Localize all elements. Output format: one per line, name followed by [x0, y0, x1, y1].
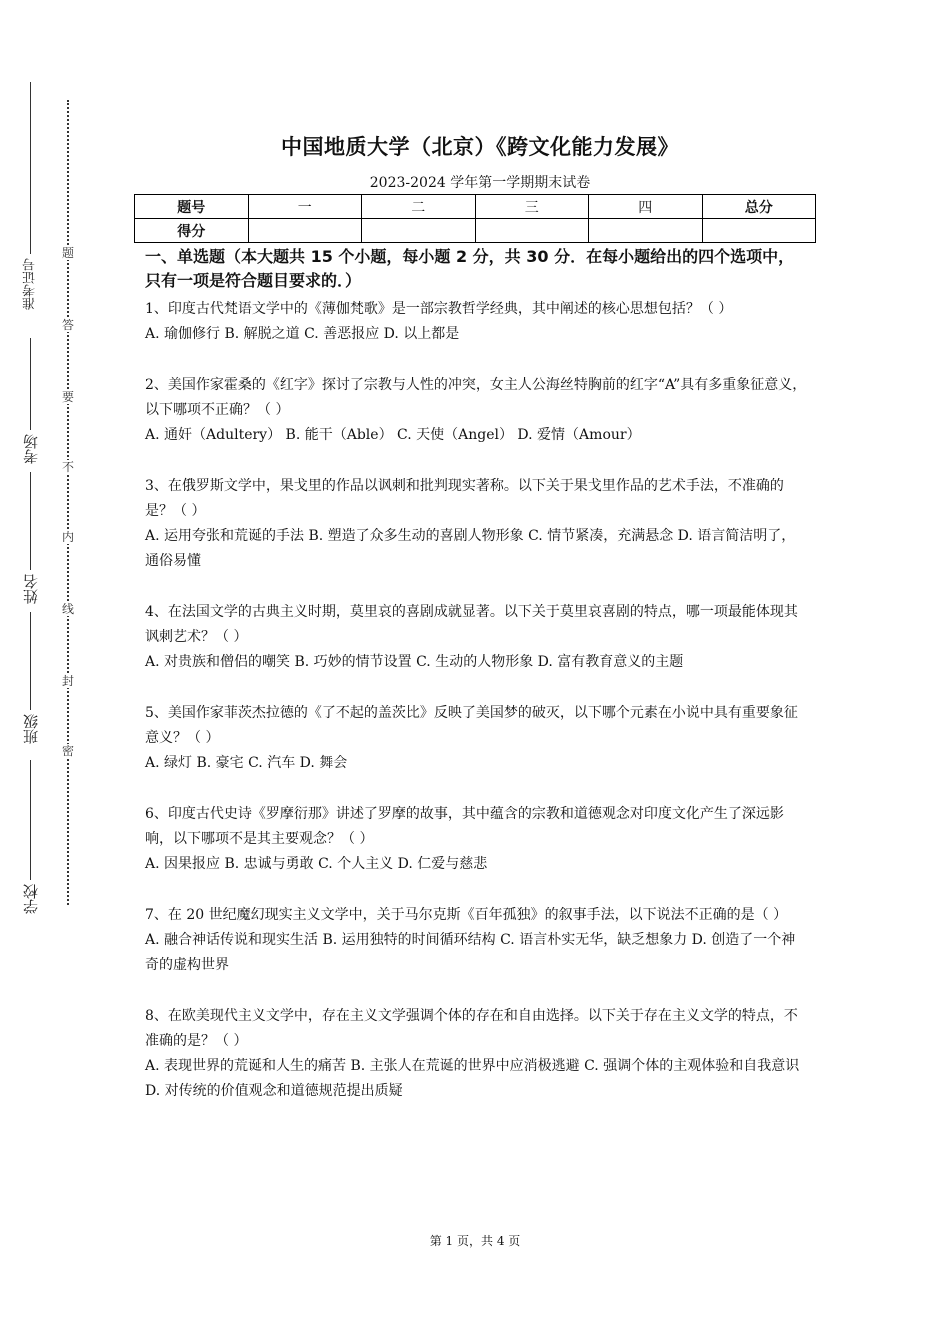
name-label: 姓名 [21, 574, 40, 604]
score-entry-cell[interactable] [362, 219, 476, 243]
score-cell: 三 [475, 195, 589, 219]
score-table-header-row [135, 195, 816, 219]
seal-char: 不 [59, 460, 77, 474]
question-item [145, 474, 809, 574]
question-item [145, 701, 809, 776]
question-item [145, 802, 809, 877]
exam-room-field [8, 338, 52, 468]
score-cell: 题号 [135, 195, 249, 219]
question-item [145, 600, 809, 675]
question-options: A. 瑜伽修行 B. 解脱之道 C. 善恶报应 D. 以上都是 [145, 326, 460, 342]
score-cell: 一 [248, 195, 362, 219]
section-title: 一、单选题（本大题共 15 个小题，每小题 2 分，共 30 分．在每小题给出的四个选项中，只有一项是符合题目要求的．） [145, 247, 795, 290]
seal-char: 内 [59, 530, 77, 544]
class-underline [30, 612, 31, 710]
question-options: A. 因果报应 B. 忠诚与勇敢 C. 个人主义 D. 仁爱与慈悲 [145, 856, 488, 872]
score-cell: 四 [589, 195, 703, 219]
question-item [145, 1004, 809, 1104]
score-entry-cell[interactable] [702, 219, 816, 243]
score-table-score-row [135, 219, 816, 243]
seal-char: 密 [59, 744, 77, 758]
seal-char: 答 [59, 318, 77, 332]
exam-room-underline [30, 338, 31, 430]
name-field [8, 472, 52, 608]
seal-line-text [59, 230, 77, 790]
question-item [145, 903, 809, 978]
question-stem: 2、美国作家霍桑的《红字》探讨了宗教与人性的冲突，女主人公海丝特胸前的红字“A”具有多重象征意义，以下哪项不正确？（ ） [145, 377, 807, 418]
question-item [145, 373, 809, 448]
school-field [8, 760, 52, 918]
question-stem: 7、在 20 世纪魔幻现实主义文学中，关于马尔克斯《百年孤独》的叙事手法，以下说法不正确的是（ ） [145, 907, 788, 923]
exam-subtitle: 2023-2024 学年第一学期期末试卷 [369, 175, 591, 191]
score-entry-cell[interactable] [475, 219, 589, 243]
class-field [8, 612, 52, 748]
question-options: A. 对贵族和僧侣的嘲笑 B. 巧妙的情节设置 C. 生动的人物形象 D. 富有教育意义的主题 [145, 654, 684, 670]
question-stem: 5、美国作家菲茨杰拉德的《了不起的盖茨比》反映了美国梦的破灭，以下哪个元素在小说中具有重要象征意义？（ ） [145, 705, 798, 746]
seal-char: 要 [59, 390, 77, 404]
question-options: A. 运用夸张和荒诞的手法 B. 塑造了众多生动的喜剧人物形象 C. 情节紧凑，充满悬念 D. 语言简洁明了，通俗易懂 [145, 528, 796, 569]
question-stem: 8、在欧美现代主义文学中，存在主义文学强调个体的存在和自由选择。以下关于存在主义文学的特点，不准确的是？（ ） [145, 1008, 798, 1049]
exam-id-label: 准考证号 [22, 258, 38, 310]
question-item [145, 297, 809, 347]
exam-title: 中国地质大学（北京）《跨文化能力发展》 [281, 135, 679, 159]
question-stem: 6、印度古代史诗《罗摩衍那》讲述了罗摩的故事，其中蕴含的宗教和道德观念对印度文化产生了深远影响，以下哪项不是其主要观念？（ ） [145, 806, 784, 847]
class-label: 班级 [21, 714, 40, 744]
score-cell: 二 [362, 195, 476, 219]
exam-id-field [8, 82, 52, 314]
exam-id-underline [30, 82, 31, 254]
name-underline [30, 472, 31, 570]
score-cell: 得分 [135, 219, 249, 243]
question-stem: 4、在法国文学的古典主义时期，莫里哀的喜剧成就显著。以下关于莫里哀喜剧的特点，哪一项最能体现其讽刺艺术？（ ） [145, 604, 798, 645]
exam-content [145, 245, 809, 1130]
seal-char: 封 [59, 674, 77, 688]
exam-room-label: 考场 [21, 434, 40, 464]
question-options: A. 通奸（Adultery） B. 能干（Able） C. 天使（Angel） D. 爱情（Amour） [145, 427, 641, 443]
question-options: A. 表现世界的荒诞和人生的痛苦 B. 主张人在荒诞的世界中应消极逃避 C. 强调个体的主观体验和自我意识 D. 对传统的价值观念和道德规范提出质疑 [145, 1058, 800, 1099]
seal-char: 线 [59, 602, 77, 616]
seal-char: 题 [59, 246, 77, 260]
page-footer: 第 1 页，共 4 页 [429, 1234, 521, 1248]
school-underline [30, 760, 31, 880]
score-entry-cell[interactable] [248, 219, 362, 243]
question-options: A. 绿灯 B. 豪宅 C. 汽车 D. 舞会 [145, 755, 348, 771]
binding-margin [0, 0, 60, 1344]
score-entry-cell[interactable] [589, 219, 703, 243]
question-stem: 3、在俄罗斯文学中，果戈里的作品以讽刺和批判现实著称。以下关于果戈里作品的艺术手法，不准确的是？（ ） [145, 478, 784, 519]
question-stem: 1、印度古代梵语文学中的《薄伽梵歌》是一部宗教哲学经典，其中阐述的核心思想包括？（ ） [145, 301, 733, 317]
score-cell: 总分 [702, 195, 816, 219]
score-table [134, 194, 816, 243]
question-options: A. 融合神话传说和现实生活 B. 运用独特的时间循环结构 C. 语言朴实无华，缺乏想象力 D. 创造了一个神奇的虚构世界 [145, 932, 796, 973]
school-label: 学校 [21, 884, 40, 914]
